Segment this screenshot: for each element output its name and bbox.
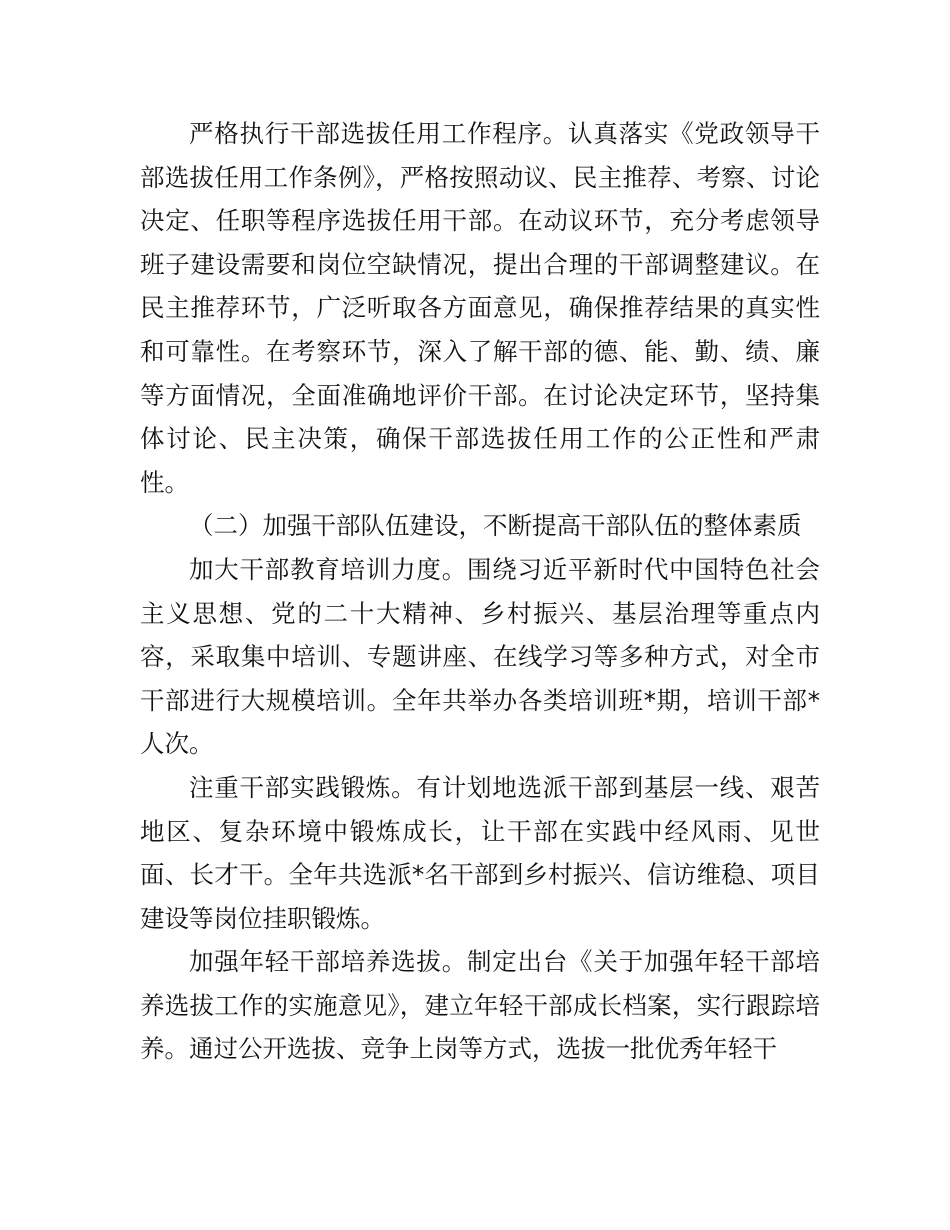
section-heading-2: （二）加强干部队伍建设，不断提高干部队伍的整体素质 bbox=[189, 511, 802, 541]
paragraph-cadre-selection-procedure: 严格执行干部选拔任用工作程序。认真落实《党政领导干部选拔任用工作条例》，严格按照动议、民主推荐、考察、讨论决定、任职等程序选拔任用干部。在动议环节，充分考虑领导班子建设需要和岗位空缺情况，提出合理的干部调整建议。在民主推荐环节，广泛听取各方面意见，确保推荐结果的真实性和可靠性。在考察环节，深入了解干部的德、能、勤、绩、廉等方面情况，全面准确地评价干部。在讨论决定环节，坚持集体讨论、民主决策，确保干部选拔任用工作的公正性和严肃性。 bbox=[140, 119, 820, 497]
paragraph-cadre-training: 加大干部教育培训力度。围绕习近平新时代中国特色社会主义思想、党的二十大精神、乡村振兴、基层治理等重点内容，采取集中培训、专题讲座、在线学习等多种方式，对全市干部进行大规模培训。全年共举办各类培训班*期，培训干部*人次。 bbox=[140, 554, 820, 759]
paragraph-cadre-practice: 注重干部实践锻炼。有计划地选派干部到基层一线、艰苦地区、复杂环境中锻炼成长，让干部在实践中经风雨、见世面、长才干。全年共选派*名干部到乡村振兴、信访维稳、项目建设等岗位挂职锻炼。 bbox=[140, 772, 820, 933]
document-body bbox=[140, 112, 820, 1071]
paragraph-young-cadre: 加强年轻干部培养选拔。制定出台《关于加强年轻干部培养选拔工作的实施意见》，建立年轻干部成长档案，实行跟踪培养。通过公开选拔、竞争上岗等方式，选拔一批优秀年轻干 bbox=[140, 947, 820, 1064]
